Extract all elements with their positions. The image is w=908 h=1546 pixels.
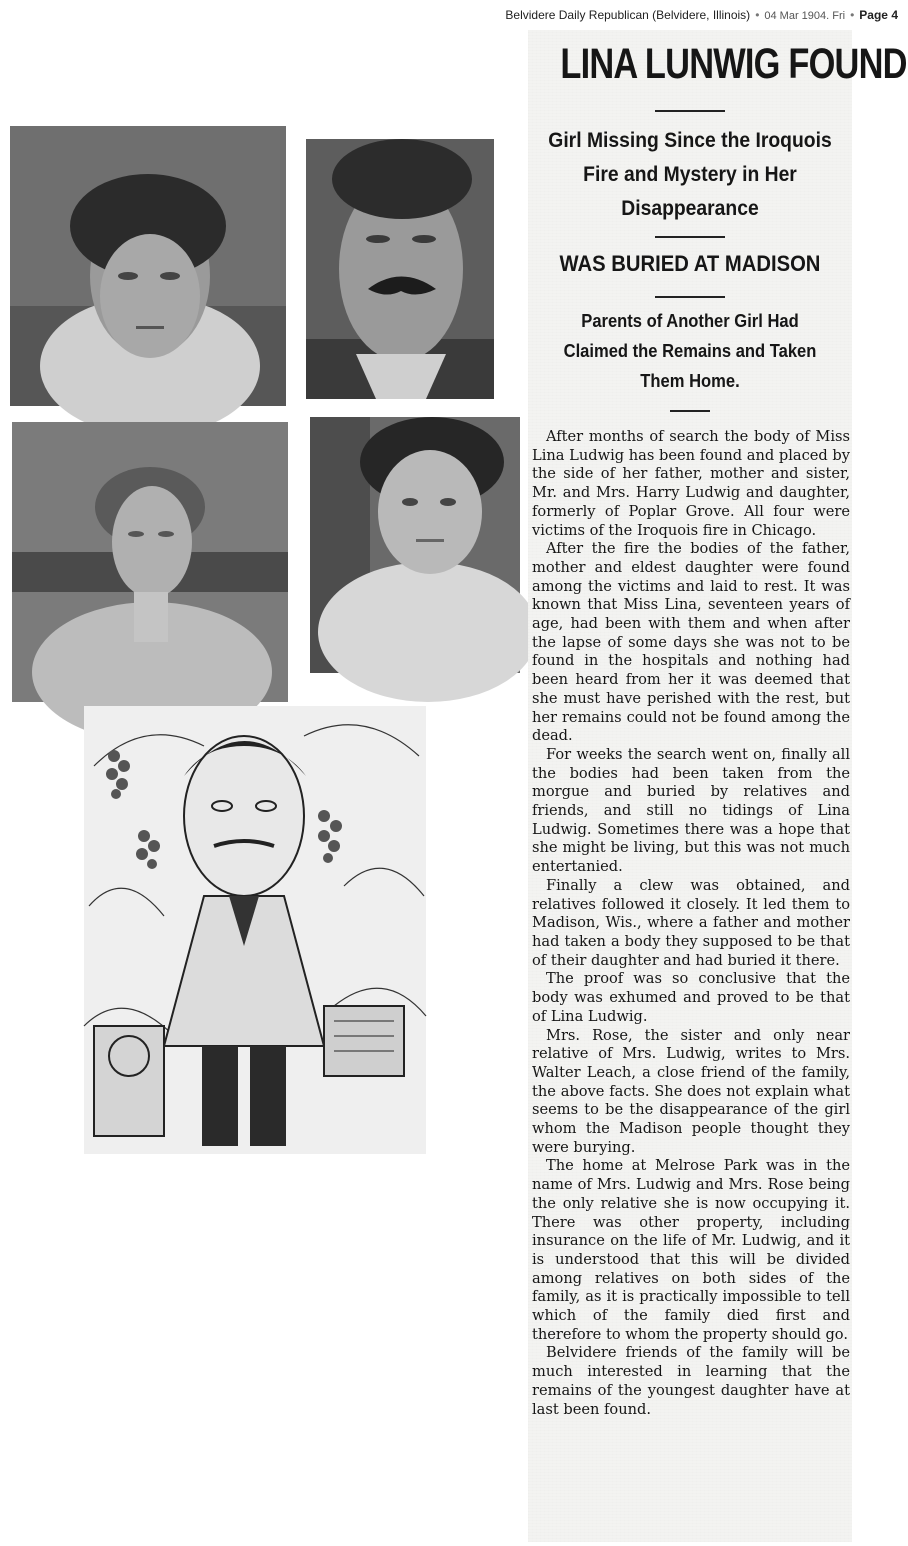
divider [655, 110, 725, 112]
caricature-illustration [84, 706, 426, 1154]
news-clipping [528, 30, 907, 1542]
source-title: Belvidere Daily Republican (Belvidere, Illinois) [505, 8, 751, 22]
headline: LINA LUNWIG FOUND [560, 40, 907, 88]
page-number: Page 4 [859, 8, 898, 22]
portrait-girl [310, 417, 520, 673]
deck: Girl Missing Since the Iroquois Fire and Mystery in Her Disappearance [548, 129, 832, 220]
paragraph: After the fire the bodies of the father, mother and eldest daughter were found among the victims and laid to rest. It was known that Miss Lina, seventeen years of age, had been with them and when after the lapse of some days she was not to be found in the hospitals and nothing had been heard from her it was deemed that she must have perished with the rest, but her remains could not be found among the dead. [532, 540, 850, 745]
article-body [532, 428, 850, 1419]
publication-date: 04 Mar 1904. Fri [764, 10, 846, 22]
divider [655, 236, 725, 238]
divider [655, 296, 725, 298]
separator: • [850, 8, 855, 22]
paragraph: Mrs. Rose, the sister and only near relative of Mrs. Ludwig, writes to Mrs. Walter Leach, a close friend of the family, the above facts. She does not explain what seems to be the disappearance of the girl whom the Madison people thought they were burying. [532, 1026, 850, 1156]
paragraph: Finally a clew was obtained, and relatives followed it closely. It led them to Madison, Wis., where a father and mother had taken a body they supposed to be that of their daughter and had buried it there. [532, 876, 850, 969]
subheadline: WAS BURIED AT MADISON [559, 251, 821, 276]
portrait-woman-1 [10, 126, 286, 406]
paragraph: Belvidere friends of the family will be much interested in learning that the remains of the youngest daughter have at last been found. [532, 1344, 850, 1418]
divider [670, 410, 710, 412]
portrait-woman-2 [12, 422, 288, 702]
separator: • [755, 8, 760, 22]
paragraph: The home at Melrose Park was in the name of Mrs. Ludwig and Mrs. Rose being the only relative she is now occupying it. There was other property, including insurance on the life of Mr. Ludwig, and it is understood that this will be divided among relatives on both sides of the family, as it is practically impossible to tell which of the family died first and therefore to whom the property should go. [532, 1157, 850, 1343]
paragraph: After months of search the body of Miss Lina Ludwig has been found and placed by the side of her father, mother and sister, Mr. and Mrs. Harry Ludwig and daughter, formerly of Poplar Grove. All four were victims of the Iroquois fire in Chicago. [532, 428, 850, 539]
paragraph: For weeks the search went on, finally all the bodies had been taken from the morgue and buried by relatives and friends, and still no tidings of Lina Ludwig. Sometimes there was a hope that she might be living, but this was not much entertanied. [532, 745, 850, 876]
deck-secondary: Parents of Another Girl Had Claimed the Remains and Taken Them Home. [563, 311, 817, 391]
page-header [505, 8, 898, 22]
portrait-man [306, 139, 494, 399]
paragraph: The proof was so conclusive that the body was exhumed and proved to be that of Lina Ludwig. [532, 970, 850, 1025]
